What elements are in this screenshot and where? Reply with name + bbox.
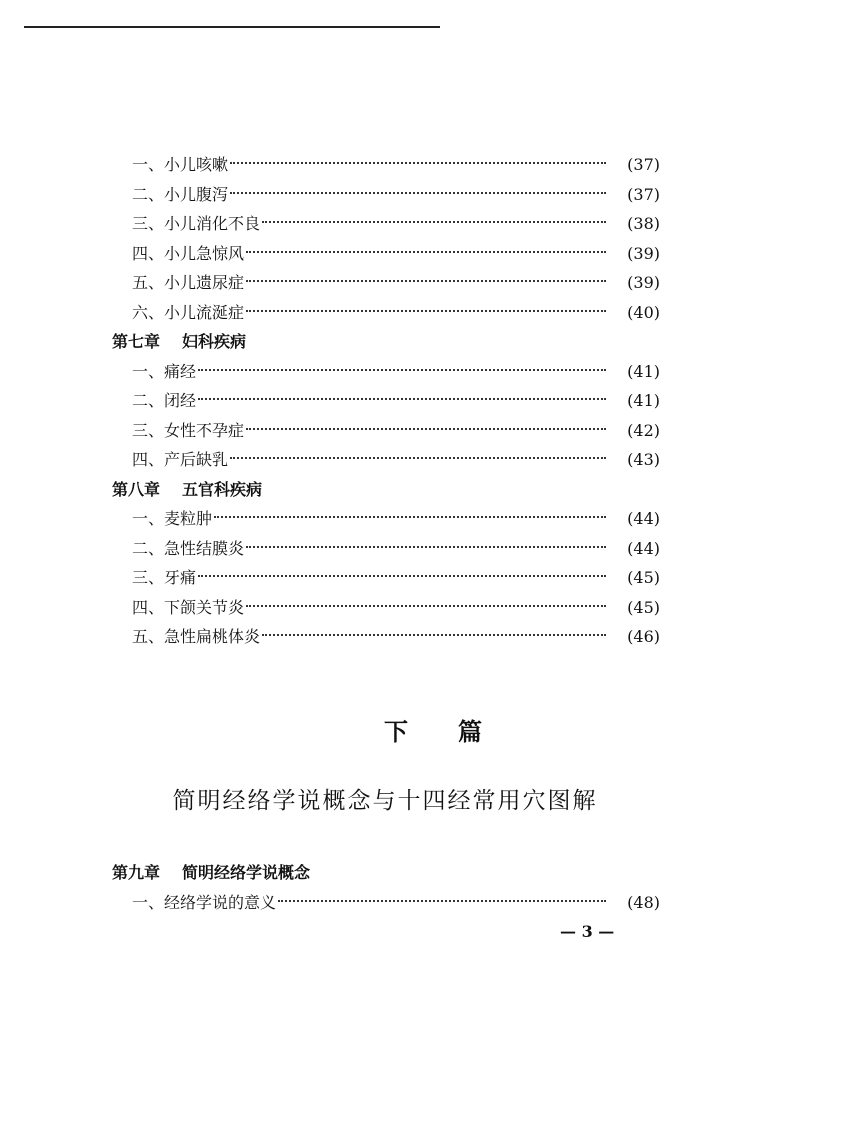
dot-leader xyxy=(246,546,606,548)
toc-entry-title: 六、小儿流涎症 xyxy=(132,302,245,322)
chapter-title: 简明经络学说概念 xyxy=(182,863,311,882)
part-title xyxy=(0,712,866,747)
toc-entry xyxy=(112,593,660,623)
dot-leader xyxy=(198,398,606,400)
toc-entry-title: 三、小儿消化不良 xyxy=(132,214,261,233)
toc-entry-page: (38) xyxy=(627,214,660,233)
dot-leader xyxy=(262,634,606,636)
table-of-contents xyxy=(112,150,660,652)
dot-leader xyxy=(262,221,606,223)
toc-entry xyxy=(112,563,660,593)
toc-entry xyxy=(112,534,660,564)
toc-entry xyxy=(112,357,660,387)
toc-entry-title: 四、产后缺乳 xyxy=(132,450,229,469)
toc-entry xyxy=(112,386,660,416)
toc-chapter-heading xyxy=(112,858,660,888)
toc-entry xyxy=(112,416,660,446)
toc-entry-page: (42) xyxy=(627,420,660,440)
toc-entry-title: 四、下颌关节炎 xyxy=(132,597,245,617)
toc-entry-page: (39) xyxy=(627,273,660,292)
toc-entry-title: 二、闭经 xyxy=(132,391,197,410)
dot-leader xyxy=(246,280,606,282)
toc-entry xyxy=(112,445,660,475)
page-number: — 3 — xyxy=(560,922,615,941)
toc-entry-page: (48) xyxy=(627,892,660,912)
toc-entry-page: (41) xyxy=(627,391,660,410)
dot-leader xyxy=(246,251,606,253)
toc-entry-page: (46) xyxy=(627,627,660,646)
toc-entry xyxy=(112,888,660,918)
part-title-right: 篇 xyxy=(458,717,482,746)
chapter-title: 五官科疾病 xyxy=(182,479,263,499)
toc-entry-title: 五、小儿遗尿症 xyxy=(132,273,245,292)
dot-leader xyxy=(230,162,606,164)
toc-entry xyxy=(112,180,660,210)
chapter-number: 第七章 xyxy=(112,332,161,351)
toc-entry-title: 一、小儿咳嗽 xyxy=(132,155,229,174)
toc-entry-page: (41) xyxy=(627,361,660,381)
table-of-contents-continued xyxy=(112,858,660,917)
toc-entry-page: (40) xyxy=(627,302,660,322)
chapter-number: 第九章 xyxy=(112,863,161,882)
toc-chapter-heading xyxy=(112,475,660,505)
toc-entry xyxy=(112,209,660,239)
toc-entry-page: (43) xyxy=(627,450,660,469)
dot-leader xyxy=(230,192,606,194)
toc-entry-title: 三、女性不孕症 xyxy=(132,420,245,440)
dot-leader xyxy=(246,428,606,430)
chapter-title: 妇科疾病 xyxy=(182,332,247,351)
toc-entry-page: (39) xyxy=(627,243,660,263)
toc-entry-page: (44) xyxy=(627,509,660,528)
toc-entry-title: 一、麦粒肿 xyxy=(132,509,213,528)
top-rule xyxy=(24,26,440,28)
toc-entry xyxy=(112,298,660,328)
dot-leader xyxy=(230,457,606,459)
toc-entry-title: 一、经络学说的意义 xyxy=(132,892,277,912)
dot-leader xyxy=(198,369,606,371)
toc-entry xyxy=(112,150,660,180)
dot-leader xyxy=(198,575,606,577)
toc-entry-page: (37) xyxy=(627,155,660,174)
toc-entry-page: (37) xyxy=(627,184,660,204)
chapter-number: 第八章 xyxy=(112,479,161,499)
toc-entry xyxy=(112,239,660,269)
toc-entry-title: 五、急性扁桃体炎 xyxy=(132,627,261,646)
toc-entry-page: (45) xyxy=(627,568,660,587)
toc-entry-title: 二、急性结膜炎 xyxy=(132,538,245,558)
toc-chapter-heading xyxy=(112,327,660,357)
toc-entry-title: 一、痛经 xyxy=(132,361,197,381)
dot-leader xyxy=(246,605,606,607)
toc-entry-page: (45) xyxy=(627,597,660,617)
dot-leader xyxy=(278,900,606,902)
toc-entry-title: 三、牙痛 xyxy=(132,568,197,587)
toc-entry-title: 四、小儿急惊风 xyxy=(132,243,245,263)
dot-leader xyxy=(246,310,606,312)
part-subtitle: 简明经络学说概念与十四经常用穴图解 xyxy=(172,788,598,814)
toc-entry xyxy=(112,268,660,298)
dot-leader xyxy=(214,516,606,518)
toc-entry-page: (44) xyxy=(627,538,660,558)
toc-entry xyxy=(112,504,660,534)
part-title-left: 下 xyxy=(384,717,408,746)
toc-entry xyxy=(112,622,660,652)
toc-entry-title: 二、小儿腹泻 xyxy=(132,184,229,204)
